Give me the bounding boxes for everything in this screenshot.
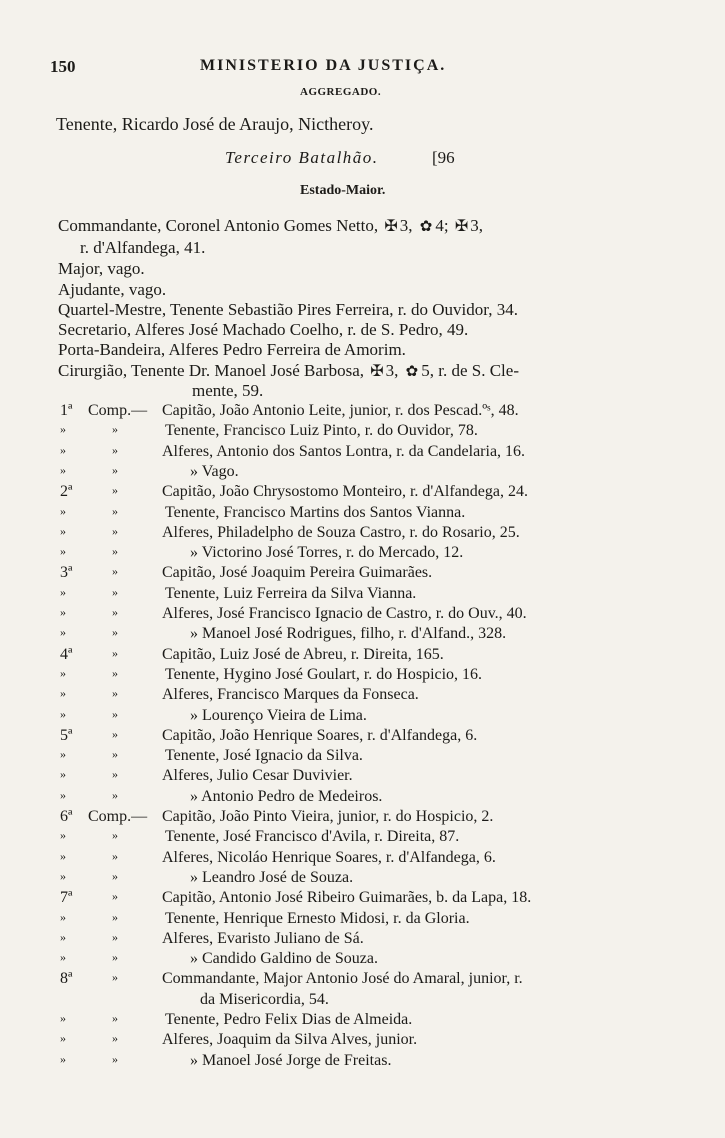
company-entry-text: Tenente, José Ignacio da Silva.	[165, 747, 363, 764]
rose-order-icon: ✿	[419, 219, 433, 235]
commandante-entry	[58, 216, 483, 237]
company-row	[0, 910, 725, 930]
company-row	[0, 950, 725, 970]
company-row	[0, 889, 725, 909]
company-number: 2ª	[60, 483, 73, 500]
company-label: »	[112, 707, 118, 721]
company-number: »	[60, 950, 66, 964]
company-label: »	[112, 1011, 118, 1025]
company-row	[0, 564, 725, 584]
cirurgiao-address: mente, 59.	[192, 381, 264, 400]
company-row	[0, 443, 725, 463]
company-label: »	[112, 585, 118, 599]
company-entry-text: » Victorino José Torres, r. do Mercado, 12.	[190, 544, 464, 561]
cross-order-icon: ✠	[454, 218, 469, 235]
company-label: »	[112, 686, 118, 700]
rose-order-icon: ✿	[405, 364, 419, 380]
company-number: 5ª	[60, 727, 73, 744]
company-label: »	[112, 869, 118, 883]
company-entry-text: Alferes, Julio Cesar Duvivier.	[162, 767, 353, 784]
estado-maior-heading: Estado-Maior.	[300, 183, 386, 198]
running-title: MINISTERIO DA JUSTIÇA.	[200, 57, 447, 74]
company-entry-text: Alferes, Joaquim da Silva Alves, junior.	[162, 1031, 418, 1048]
company-number: »	[60, 788, 66, 802]
company-entry-text: » Manoel José Jorge de Freitas.	[190, 1052, 392, 1069]
major-entry: Major, vago.	[58, 259, 145, 278]
company-number: »	[60, 910, 66, 924]
company-label: Comp.—	[88, 402, 148, 419]
company-row	[0, 970, 725, 990]
company-label: »	[112, 788, 118, 802]
company-number: »	[60, 828, 66, 842]
company-row	[0, 707, 725, 727]
company-entry-text: Alferes, José Francisco Ignacio de Castro, r. do Ouv., 40.	[162, 605, 527, 622]
company-label: »	[112, 930, 118, 944]
company-number: »	[60, 869, 66, 883]
company-row	[0, 646, 725, 666]
company-number: 1ª	[60, 402, 73, 419]
company-entry-text: Alferes, Antonio dos Santos Lontra, r. da Candelaria, 16.	[162, 443, 526, 460]
company-row	[0, 605, 725, 625]
company-row	[0, 1031, 725, 1051]
company-number: »	[60, 1011, 66, 1025]
company-number: »	[60, 747, 66, 761]
company-number: 4ª	[60, 646, 73, 663]
cirurgiao-entry	[58, 361, 519, 382]
company-number: »	[60, 1052, 66, 1066]
company-entry-text: » Candido Galdino de Souza.	[190, 950, 378, 967]
company-label: »	[112, 970, 118, 984]
company-label: »	[112, 564, 118, 578]
company-label: »	[112, 727, 118, 741]
ajudante-entry: Ajudante, vago.	[58, 280, 167, 299]
company-entry-text: Tenente, Hygino José Goulart, r. do Hospicio, 16.	[165, 666, 483, 683]
company-entry-text: Tenente, Pedro Felix Dias de Almeida.	[165, 1011, 413, 1028]
company-row	[0, 1052, 725, 1072]
company-label: »	[112, 889, 118, 903]
company-entry-text: Capitão, Luiz José de Abreu, r. Direita, 165.	[162, 646, 444, 663]
company-entry-text: Tenente, José Francisco d'Avila, r. Direita, 87.	[165, 828, 460, 845]
company-label: »	[112, 605, 118, 619]
company-row	[0, 930, 725, 950]
company-entry-text: Alferes, Evaristo Juliano de Sá.	[162, 930, 364, 947]
company-row	[0, 808, 725, 828]
company-entry-text: Tenente, Henrique Ernesto Midosi, r. da Gloria.	[165, 910, 470, 927]
company-row	[0, 991, 725, 1011]
company-entry-text: » Antonio Pedro de Medeiros.	[190, 788, 383, 805]
company-label: »	[112, 910, 118, 924]
company-number: 3ª	[60, 564, 73, 581]
company-number: 8ª	[60, 970, 73, 987]
company-label: »	[112, 747, 118, 761]
company-label: »	[112, 483, 118, 497]
company-entry-text: Capitão, João Pinto Vieira, junior, r. do Hospicio, 2.	[162, 808, 494, 825]
company-number: »	[60, 849, 66, 863]
company-entry-text: da Misericordia, 54.	[200, 991, 329, 1008]
company-number: »	[60, 504, 66, 518]
company-entry-text: » Lourenço Vieira de Lima.	[190, 707, 367, 724]
company-label: »	[112, 666, 118, 680]
company-entry-text: Alferes, Nicoláo Henrique Soares, r. d'Alfandega, 6.	[162, 849, 496, 866]
aggregado-entry: Tenente, Ricardo José de Araujo, Nictheroy.	[56, 114, 374, 134]
company-label: »	[112, 828, 118, 842]
company-number: »	[60, 666, 66, 680]
company-entry-text: Alferes, Francisco Marques da Fonseca.	[162, 686, 419, 703]
company-entry-text: Tenente, Luiz Ferreira da Silva Vianna.	[165, 585, 417, 602]
porta-bandeira-entry: Porta-Bandeira, Alferes Pedro Ferreira de Amorim.	[58, 340, 406, 359]
company-row	[0, 483, 725, 503]
company-label: »	[112, 504, 118, 518]
commandante-number-2: 4;	[435, 216, 449, 235]
section-heading: AGGREGADO.	[300, 86, 382, 98]
company-row	[0, 747, 725, 767]
company-number: »	[60, 686, 66, 700]
company-entry-text: Capitão, Antonio José Ribeiro Guimarães, b. da Lapa, 18.	[162, 889, 532, 906]
company-row	[0, 666, 725, 686]
company-entry-text: » Leandro José de Souza.	[190, 869, 354, 886]
cross-order-icon: ✠	[384, 218, 398, 235]
company-number: 7ª	[60, 889, 73, 906]
company-row	[0, 402, 725, 422]
company-label: »	[112, 1052, 118, 1066]
company-entry-text: Capitão, João Henrique Soares, r. d'Alfandega, 6.	[162, 727, 478, 744]
company-label: »	[112, 544, 118, 558]
company-entry-text: Capitão, João Chrysostomo Monteiro, r. d'Alfandega, 24.	[162, 483, 528, 500]
company-number: »	[60, 767, 66, 781]
cirurgiao-number-1: 3,	[385, 361, 399, 380]
company-label: »	[112, 646, 118, 660]
company-label: »	[112, 625, 118, 639]
company-label: »	[112, 1031, 118, 1045]
company-number: 6ª	[60, 808, 73, 825]
page-number: 150	[50, 57, 76, 76]
company-entry-text: Commandante, Major Antonio José do Amaral, junior, r.	[162, 970, 523, 987]
company-entry-text: Tenente, Francisco Martins dos Santos Vianna.	[165, 504, 466, 521]
commandante-number-1: 3,	[399, 216, 413, 235]
commandante-address: r. d'Alfandega, 41.	[80, 238, 206, 257]
company-entry-text: Capitão, João Antonio Leite, junior, r. dos Pescad.ºˢ, 48.	[162, 402, 519, 419]
company-row	[0, 504, 725, 524]
company-row	[0, 767, 725, 787]
company-entry-text: » Vago.	[190, 463, 239, 480]
company-number: »	[60, 463, 66, 477]
cirurgiao-number-2: 5, r. de S. Cle-	[421, 361, 519, 380]
company-row	[0, 1011, 725, 1031]
company-label: »	[112, 524, 118, 538]
company-number: »	[60, 605, 66, 619]
company-number: »	[60, 707, 66, 721]
company-row	[0, 727, 725, 747]
company-label: »	[112, 767, 118, 781]
company-number: »	[60, 930, 66, 944]
company-label: Comp.—	[88, 808, 148, 825]
company-number: »	[60, 1031, 66, 1045]
company-number: »	[60, 524, 66, 538]
commandante-number-3: 3,	[470, 216, 484, 235]
company-row	[0, 544, 725, 564]
company-row	[0, 828, 725, 848]
company-row	[0, 686, 725, 706]
company-label: »	[112, 422, 118, 436]
secretario-entry: Secretario, Alferes José Machado Coelho, r. de S. Pedro, 49.	[58, 320, 469, 339]
company-number: »	[60, 585, 66, 599]
company-label: »	[112, 849, 118, 863]
company-row	[0, 524, 725, 544]
company-entry-text: Capitão, José Joaquim Pereira Guimarães.	[162, 564, 433, 581]
cross-order-icon: ✠	[370, 363, 384, 380]
company-entry-text: » Manoel José Rodrigues, filho, r. d'Alfand., 328.	[190, 625, 507, 642]
company-label: »	[112, 443, 118, 457]
company-row	[0, 849, 725, 869]
company-row	[0, 585, 725, 605]
company-number: »	[60, 443, 66, 457]
company-row	[0, 788, 725, 808]
company-entry-text: Alferes, Philadelpho de Souza Castro, r. do Rosario, 25.	[162, 524, 520, 541]
company-row	[0, 422, 725, 442]
company-row	[0, 463, 725, 483]
company-row	[0, 625, 725, 645]
company-number: »	[60, 625, 66, 639]
company-row	[0, 869, 725, 889]
quartel-mestre-entry: Quartel-Mestre, Tenente Sebastião Pires Ferreira, r. do Ouvidor, 34.	[58, 300, 518, 319]
company-label: »	[112, 463, 118, 477]
company-number: »	[60, 422, 66, 436]
company-entry-text: Tenente, Francisco Luiz Pinto, r. do Ouvidor, 78.	[165, 422, 478, 439]
cirurgiao-text: Cirurgião, Tenente Dr. Manoel José Barbosa,	[58, 361, 365, 380]
battalion-title: Terceiro Batalhão.	[225, 148, 379, 167]
commandante-text: Commandante, Coronel Antonio Gomes Netto,	[58, 216, 379, 235]
company-label: »	[112, 950, 118, 964]
battalion-ref: [96	[432, 148, 455, 167]
company-number: »	[60, 544, 66, 558]
